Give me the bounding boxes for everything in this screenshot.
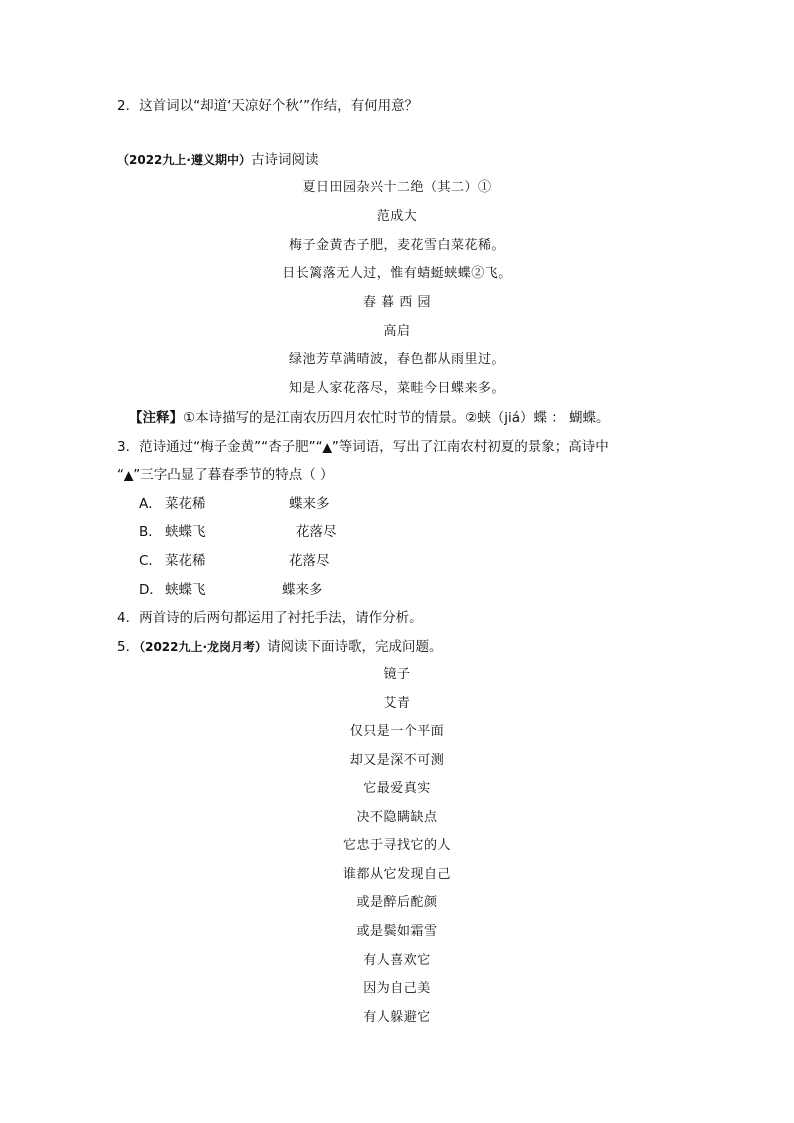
option-d[interactable]: [139, 580, 439, 600]
poem3-line-11: 有人躲避它: [363, 1010, 431, 1025]
question-4-text: 两首诗的后两句都运用了衬托手法，请作分析。: [139, 610, 423, 626]
poem2-title: 春 暮 西 园: [363, 295, 431, 310]
question-2: [117, 96, 418, 116]
poem3-title: 镜子: [383, 667, 411, 682]
question-5: [117, 637, 443, 657]
poem3-line-8: 或是鬓如霜雪: [356, 924, 438, 939]
annotation-text: ①本诗描写的是江南农历四月农忙时节的情景。②蛱（jiá）蝶 ： 蝴蝶。: [183, 410, 610, 426]
option-a-second: 蝶来多: [289, 496, 330, 512]
question-3-text-a: 范诗通过“梅子金黄”“杏子肥”“: [139, 439, 323, 455]
poem1-author: 范成大: [376, 209, 418, 224]
poem3-line-3: 它最爱真实: [363, 781, 431, 796]
blank-triangle-icon: ▲: [322, 440, 332, 454]
question-3-line2-b: ”三字凸显了暮春季节的特点（ ）: [133, 467, 334, 483]
question-2-text: 这首词以“却道‘天凉好个秋’”作结，有何用意？: [139, 98, 419, 114]
option-d-label: D．: [139, 582, 163, 598]
section-source: （2022九上·遵义期中）: [117, 153, 251, 167]
option-b-second: 花落尽: [296, 524, 337, 540]
option-c[interactable]: [139, 551, 439, 571]
question-4-number: 4．: [117, 610, 140, 626]
question-2-number: 2．: [117, 98, 140, 114]
poem2-author: 高启: [383, 324, 411, 339]
question-3-line2-a: “: [117, 467, 124, 483]
annotation: [129, 408, 610, 428]
poem3-line-4: 决不隐瞒缺点: [356, 810, 438, 825]
option-b-first: 蛱蝶飞: [165, 524, 206, 540]
question-5-number: 5．: [117, 639, 140, 655]
question-3-number: 3．: [117, 439, 140, 455]
poem1-line-2: 日长篱落无人过，惟有蜻蜓蛱蝶②飞。: [282, 266, 512, 281]
option-a-first: 菜花稀: [165, 496, 206, 512]
option-c-first: 菜花稀: [165, 553, 206, 569]
option-b-label: B．: [139, 524, 162, 540]
section-title: 古诗词阅读: [250, 152, 319, 168]
poem3-line-9: 有人喜欢它: [363, 953, 431, 968]
blank-triangle-icon: ▲: [124, 468, 134, 482]
option-a[interactable]: [139, 494, 439, 514]
annotation-label: 【注释】: [129, 410, 183, 426]
poem3-line-1: 仅只是一个平面: [349, 724, 445, 739]
option-c-second: 花落尽: [289, 553, 330, 569]
section-header: [117, 150, 318, 170]
poem1-title: 夏日田园杂兴十二绝（其二）①: [302, 180, 492, 195]
poem3-line-5: 它忠于寻找它的人: [342, 838, 451, 853]
poem3-line-7: 或是醉后酡颜: [356, 895, 438, 910]
poem2-line-1: 绿池芳草满晴波，春色都从雨里过。: [288, 352, 505, 367]
poem3-line-2: 却又是深不可测: [349, 753, 445, 768]
option-a-label: A．: [139, 496, 162, 512]
option-b[interactable]: [139, 522, 439, 542]
poem3-line-6: 谁都从它发现自己: [342, 867, 451, 882]
question-5-source: （2022九上·龙岗月考）: [139, 640, 268, 654]
question-3-line-1: [117, 437, 609, 457]
poem3-line-10: 因为自己美: [363, 981, 431, 996]
poem2-line-2: 知是人家花落尽，菜畦今日蝶来多。: [288, 381, 505, 396]
option-d-first: 蛱蝶飞: [165, 582, 206, 598]
poem1-line-1: 梅子金黄杏子肥，麦花雪白菜花稀。: [288, 238, 505, 253]
question-3-line-2: [117, 465, 334, 485]
option-c-label: C．: [139, 553, 162, 569]
question-5-text: 请阅读下面诗歌，完成问题。: [267, 639, 443, 655]
question-3-text-b: ”等词语，写出了江南农村初夏的景象；高诗中: [331, 439, 609, 455]
poem3-author: 艾青: [383, 696, 411, 711]
question-4: [117, 608, 423, 628]
option-d-second: 蝶来多: [282, 582, 323, 598]
